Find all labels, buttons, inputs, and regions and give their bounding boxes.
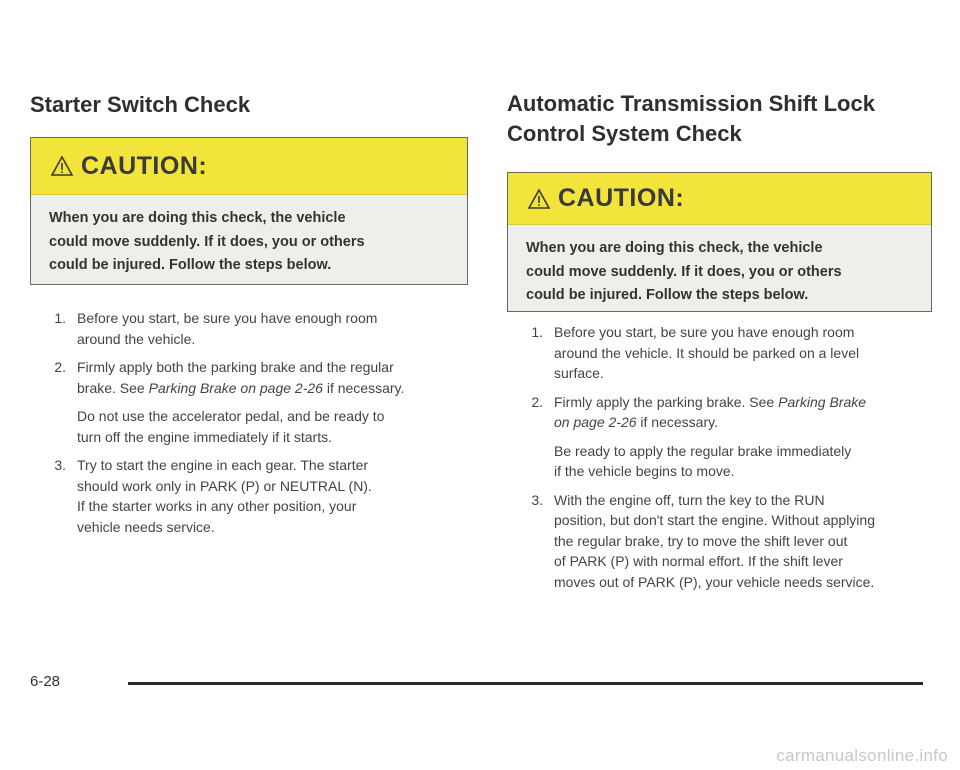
step-line: if necessary. bbox=[322, 379, 405, 396]
step-line: Firmly apply both the parking brake and the regular bbox=[77, 359, 394, 375]
heading-line: Automatic Transmission Shift Lock bbox=[507, 91, 875, 116]
page-reference-link[interactable]: Parking Brake bbox=[778, 393, 867, 410]
caution-line: could move suddenly. If it does, you or others bbox=[526, 263, 842, 280]
step-line: Try to start the engine in each gear. The starter bbox=[77, 457, 369, 473]
warning-triangle-icon bbox=[51, 156, 73, 176]
page-reference-link[interactable]: Parking Brake on page 2-26 bbox=[148, 379, 323, 396]
caution-header bbox=[31, 138, 467, 195]
shift-lock-steps bbox=[507, 322, 932, 600]
watermark-link[interactable]: carmanualsonline.info bbox=[776, 746, 948, 765]
caution-header bbox=[508, 173, 931, 225]
step-item bbox=[507, 392, 932, 482]
starter-steps bbox=[30, 308, 468, 545]
step-item bbox=[507, 490, 932, 593]
step-line: should work only in PARK (P) or NEUTRAL (N). bbox=[77, 477, 372, 494]
step-line: If the starter works in any other position, your bbox=[77, 498, 357, 514]
heading-line: Control System Check bbox=[507, 121, 742, 146]
step-subtext bbox=[554, 441, 932, 482]
caution-line: could be injured. Follow the steps below. bbox=[49, 257, 332, 273]
footer-rule bbox=[128, 682, 923, 685]
caution-text bbox=[508, 225, 931, 308]
step-number: 2. bbox=[531, 393, 543, 410]
step-item bbox=[507, 322, 932, 384]
step-number: 3. bbox=[54, 457, 66, 473]
caution-title: CAUTION: bbox=[81, 151, 208, 180]
step-item bbox=[30, 455, 468, 537]
step-line: Before you start, be sure you have enough room bbox=[554, 324, 855, 340]
caution-line: could move suddenly. If it does, you or others bbox=[49, 233, 365, 250]
step-text bbox=[554, 490, 932, 593]
step-subtext bbox=[77, 406, 468, 447]
step-line: position, but don't start the engine. Without applying bbox=[554, 512, 875, 528]
caution-line: When you are doing this check, the vehicle bbox=[526, 240, 823, 256]
step-item bbox=[30, 357, 468, 447]
shift-lock-heading bbox=[507, 89, 932, 149]
step-number: 1. bbox=[531, 324, 543, 340]
step-line: around the vehicle. It should be parked on a level bbox=[554, 344, 860, 361]
step-number: 2. bbox=[54, 359, 66, 375]
page-reference-link[interactable]: on page 2-26 bbox=[554, 414, 637, 430]
step-text bbox=[554, 322, 932, 384]
caution-line: could be injured. Follow the steps below. bbox=[526, 287, 809, 303]
step-line: moves out of PARK (P), your vehicle needs service. bbox=[554, 573, 875, 590]
step-line: Firmly apply the parking brake. See bbox=[554, 393, 779, 410]
page-number: 6-28 bbox=[30, 673, 61, 690]
caution-box-right bbox=[507, 172, 932, 312]
caution-text bbox=[31, 195, 467, 278]
caution-box-left bbox=[30, 137, 468, 285]
caution-title: CAUTION: bbox=[558, 184, 685, 212]
step-line: brake. See bbox=[77, 379, 149, 396]
step-line: With the engine off, turn the key to the RUN bbox=[554, 491, 825, 508]
step-line: of PARK (P) with normal effort. If the shift lever bbox=[554, 553, 843, 569]
step-number: 1. bbox=[54, 310, 66, 326]
step-text bbox=[554, 392, 932, 433]
step-line: Be ready to apply the regular brake immediately bbox=[554, 442, 852, 459]
step-line: turn off the engine immediately if it starts. bbox=[77, 428, 332, 445]
step-line: Do not use the accelerator pedal, and be ready to bbox=[77, 408, 385, 424]
step-line: vehicle needs service. bbox=[77, 518, 215, 535]
caution-line: When you are doing this check, the vehicle bbox=[49, 210, 346, 226]
step-line: if the vehicle begins to move. bbox=[554, 463, 735, 479]
step-line: surface. bbox=[554, 365, 604, 381]
step-text bbox=[77, 357, 468, 398]
starter-switch-heading: Starter Switch Check bbox=[30, 92, 251, 117]
step-line: around the vehicle. bbox=[77, 330, 196, 347]
step-number: 3. bbox=[531, 491, 543, 508]
step-text bbox=[77, 308, 468, 349]
step-line: Before you start, be sure you have enough room bbox=[77, 310, 378, 326]
warning-triangle-icon bbox=[528, 189, 550, 209]
step-item bbox=[30, 308, 468, 349]
step-line: if necessary. bbox=[636, 414, 718, 430]
step-line: the regular brake, try to move the shift lever out bbox=[554, 532, 848, 549]
step-text bbox=[77, 455, 468, 537]
